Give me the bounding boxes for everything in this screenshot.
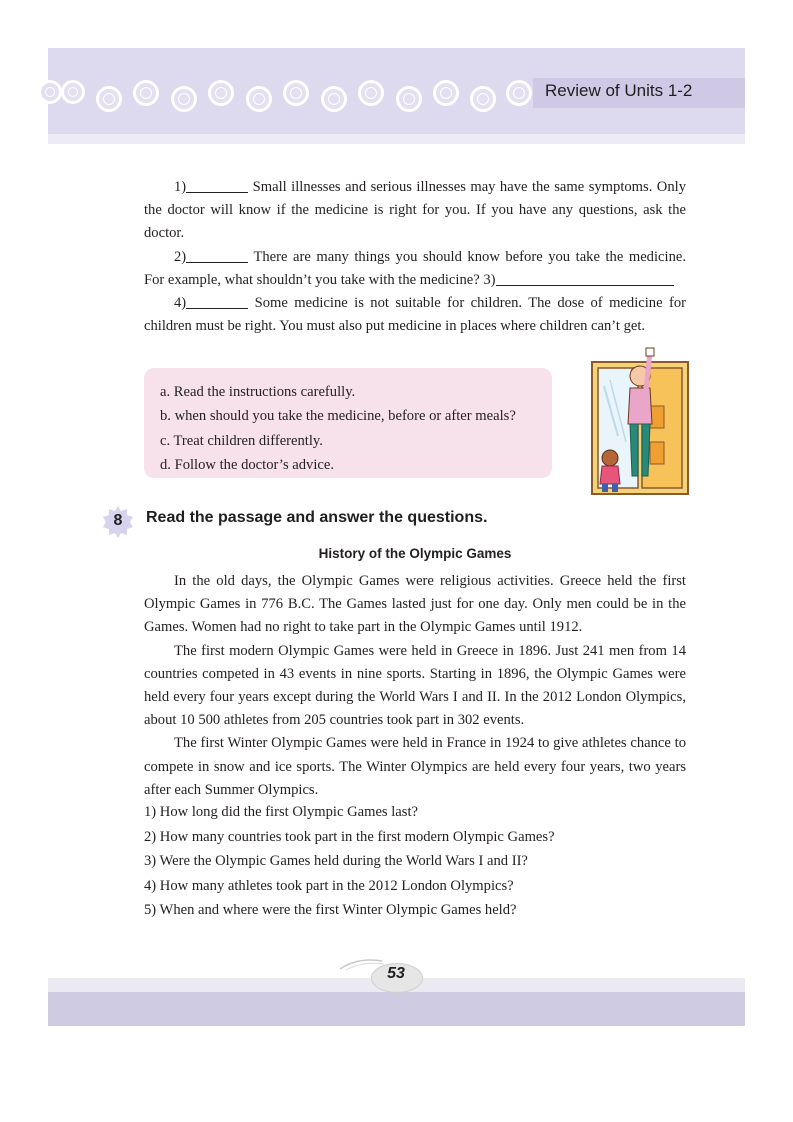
decorative-circle-icon bbox=[283, 80, 309, 106]
decorative-circle-icon bbox=[358, 80, 384, 106]
paragraph-number: 1) bbox=[174, 179, 187, 195]
section-title: Read the passage and answer the questions. bbox=[146, 509, 488, 526]
passage-paragraph: In the old days, the Olympic Games were religious activities. Greece held the first Olympic Games in 776 B.C. The Games lasted just for one day. Only men could be in the Games. Women had no right to take part in the Olympic Games until 1912. bbox=[144, 573, 686, 636]
decorative-circle-icon bbox=[61, 80, 85, 104]
medicine-bottle-icon bbox=[646, 348, 654, 356]
answer-blank[interactable] bbox=[186, 248, 248, 263]
footer-band bbox=[48, 992, 745, 1026]
questions-list bbox=[144, 800, 686, 923]
medicine-passage bbox=[144, 176, 686, 338]
decorative-circle-icon bbox=[96, 86, 122, 112]
answer-blank[interactable] bbox=[186, 294, 248, 309]
option-item: b. when should you take the medicine, before or after meals? bbox=[160, 408, 516, 425]
passage-paragraph: The first modern Olympic Games were held in Greece in 1896. Just 241 men from 14 countries competed in 43 events in nine sports. Starting in 1896, the Olympic Games were held every four years except during the World Wars I and II. In the 2012 London Olympics, about 10 500 athletes from 205 countries took part in 302 events. bbox=[144, 642, 686, 729]
paragraph-3 bbox=[144, 292, 686, 338]
child-shirt bbox=[600, 466, 620, 484]
paragraph-number: 4) bbox=[174, 295, 187, 312]
decorative-circle-icon bbox=[38, 80, 62, 104]
paragraph-number: 2) bbox=[174, 248, 187, 265]
decorative-circle-icon bbox=[208, 80, 234, 106]
section-number: 8 bbox=[113, 512, 123, 529]
paragraph-text: There are many things you should know before you take the medicine. For example, what shouldn’t you take with the medicine? bbox=[144, 248, 686, 288]
answer-blank[interactable] bbox=[186, 178, 248, 193]
decorative-circle-icon bbox=[470, 86, 496, 112]
paragraph-1 bbox=[144, 176, 686, 246]
question-item: 2) How many countries took part in the first modern Olympic Games? bbox=[144, 828, 555, 845]
options-box bbox=[144, 368, 552, 478]
passage-title: History of the Olympic Games bbox=[318, 546, 512, 561]
olympic-passage bbox=[144, 570, 686, 802]
paragraph-text: Small illnesses and serious illnesses may have the same symptoms. Only the doctor will know if the medicine is right for you. If you have any questions, ask the doctor. bbox=[144, 179, 686, 242]
decorative-circle-icon bbox=[506, 80, 532, 106]
passage-paragraph: The first Winter Olympic Games were held in France in 1924 to give athletes chance to compete in snow and ice sports. The Winter Olympics are held every four years, two years after each Summer Olympics. bbox=[144, 735, 686, 798]
paragraph-text: Some medicine is not suitable for children. The dose of medicine for children must be right. You must also put medicine in places where children can’t get. bbox=[144, 295, 686, 335]
option-item: a. Read the instructions carefully. bbox=[160, 384, 356, 400]
page-number: 53 bbox=[387, 965, 405, 982]
option-item: d. Follow the doctor’s advice. bbox=[160, 456, 335, 473]
decorative-circle-icon bbox=[246, 86, 272, 112]
medicine-cabinet-illustration bbox=[588, 346, 694, 496]
question-item: 5) When and where were the first Winter Olympic Games held? bbox=[144, 902, 517, 919]
decorative-circle-icon bbox=[133, 80, 159, 106]
decorative-circle-icon bbox=[171, 86, 197, 112]
answer-blank[interactable] bbox=[496, 271, 674, 286]
adult-shirt bbox=[628, 388, 652, 424]
paragraph-2 bbox=[144, 246, 686, 292]
question-item: 4) How many athletes took part in the 2012 London Olympics? bbox=[144, 877, 514, 894]
question-item: 1) How long did the first Olympic Games last? bbox=[144, 804, 418, 820]
options-list bbox=[144, 368, 552, 477]
decorative-circle-icon bbox=[433, 80, 459, 106]
paragraph-number: 3) bbox=[483, 271, 496, 288]
decorative-circle-icon bbox=[396, 86, 422, 112]
question-item: 3) Were the Olympic Games held during the World Wars I and II? bbox=[144, 853, 528, 870]
header-strip bbox=[48, 134, 745, 144]
unit-title: Review of Units 1-2 bbox=[545, 81, 693, 100]
option-item: c. Treat children differently. bbox=[160, 432, 323, 449]
child-head bbox=[602, 450, 618, 466]
decorative-circle-icon bbox=[321, 86, 347, 112]
